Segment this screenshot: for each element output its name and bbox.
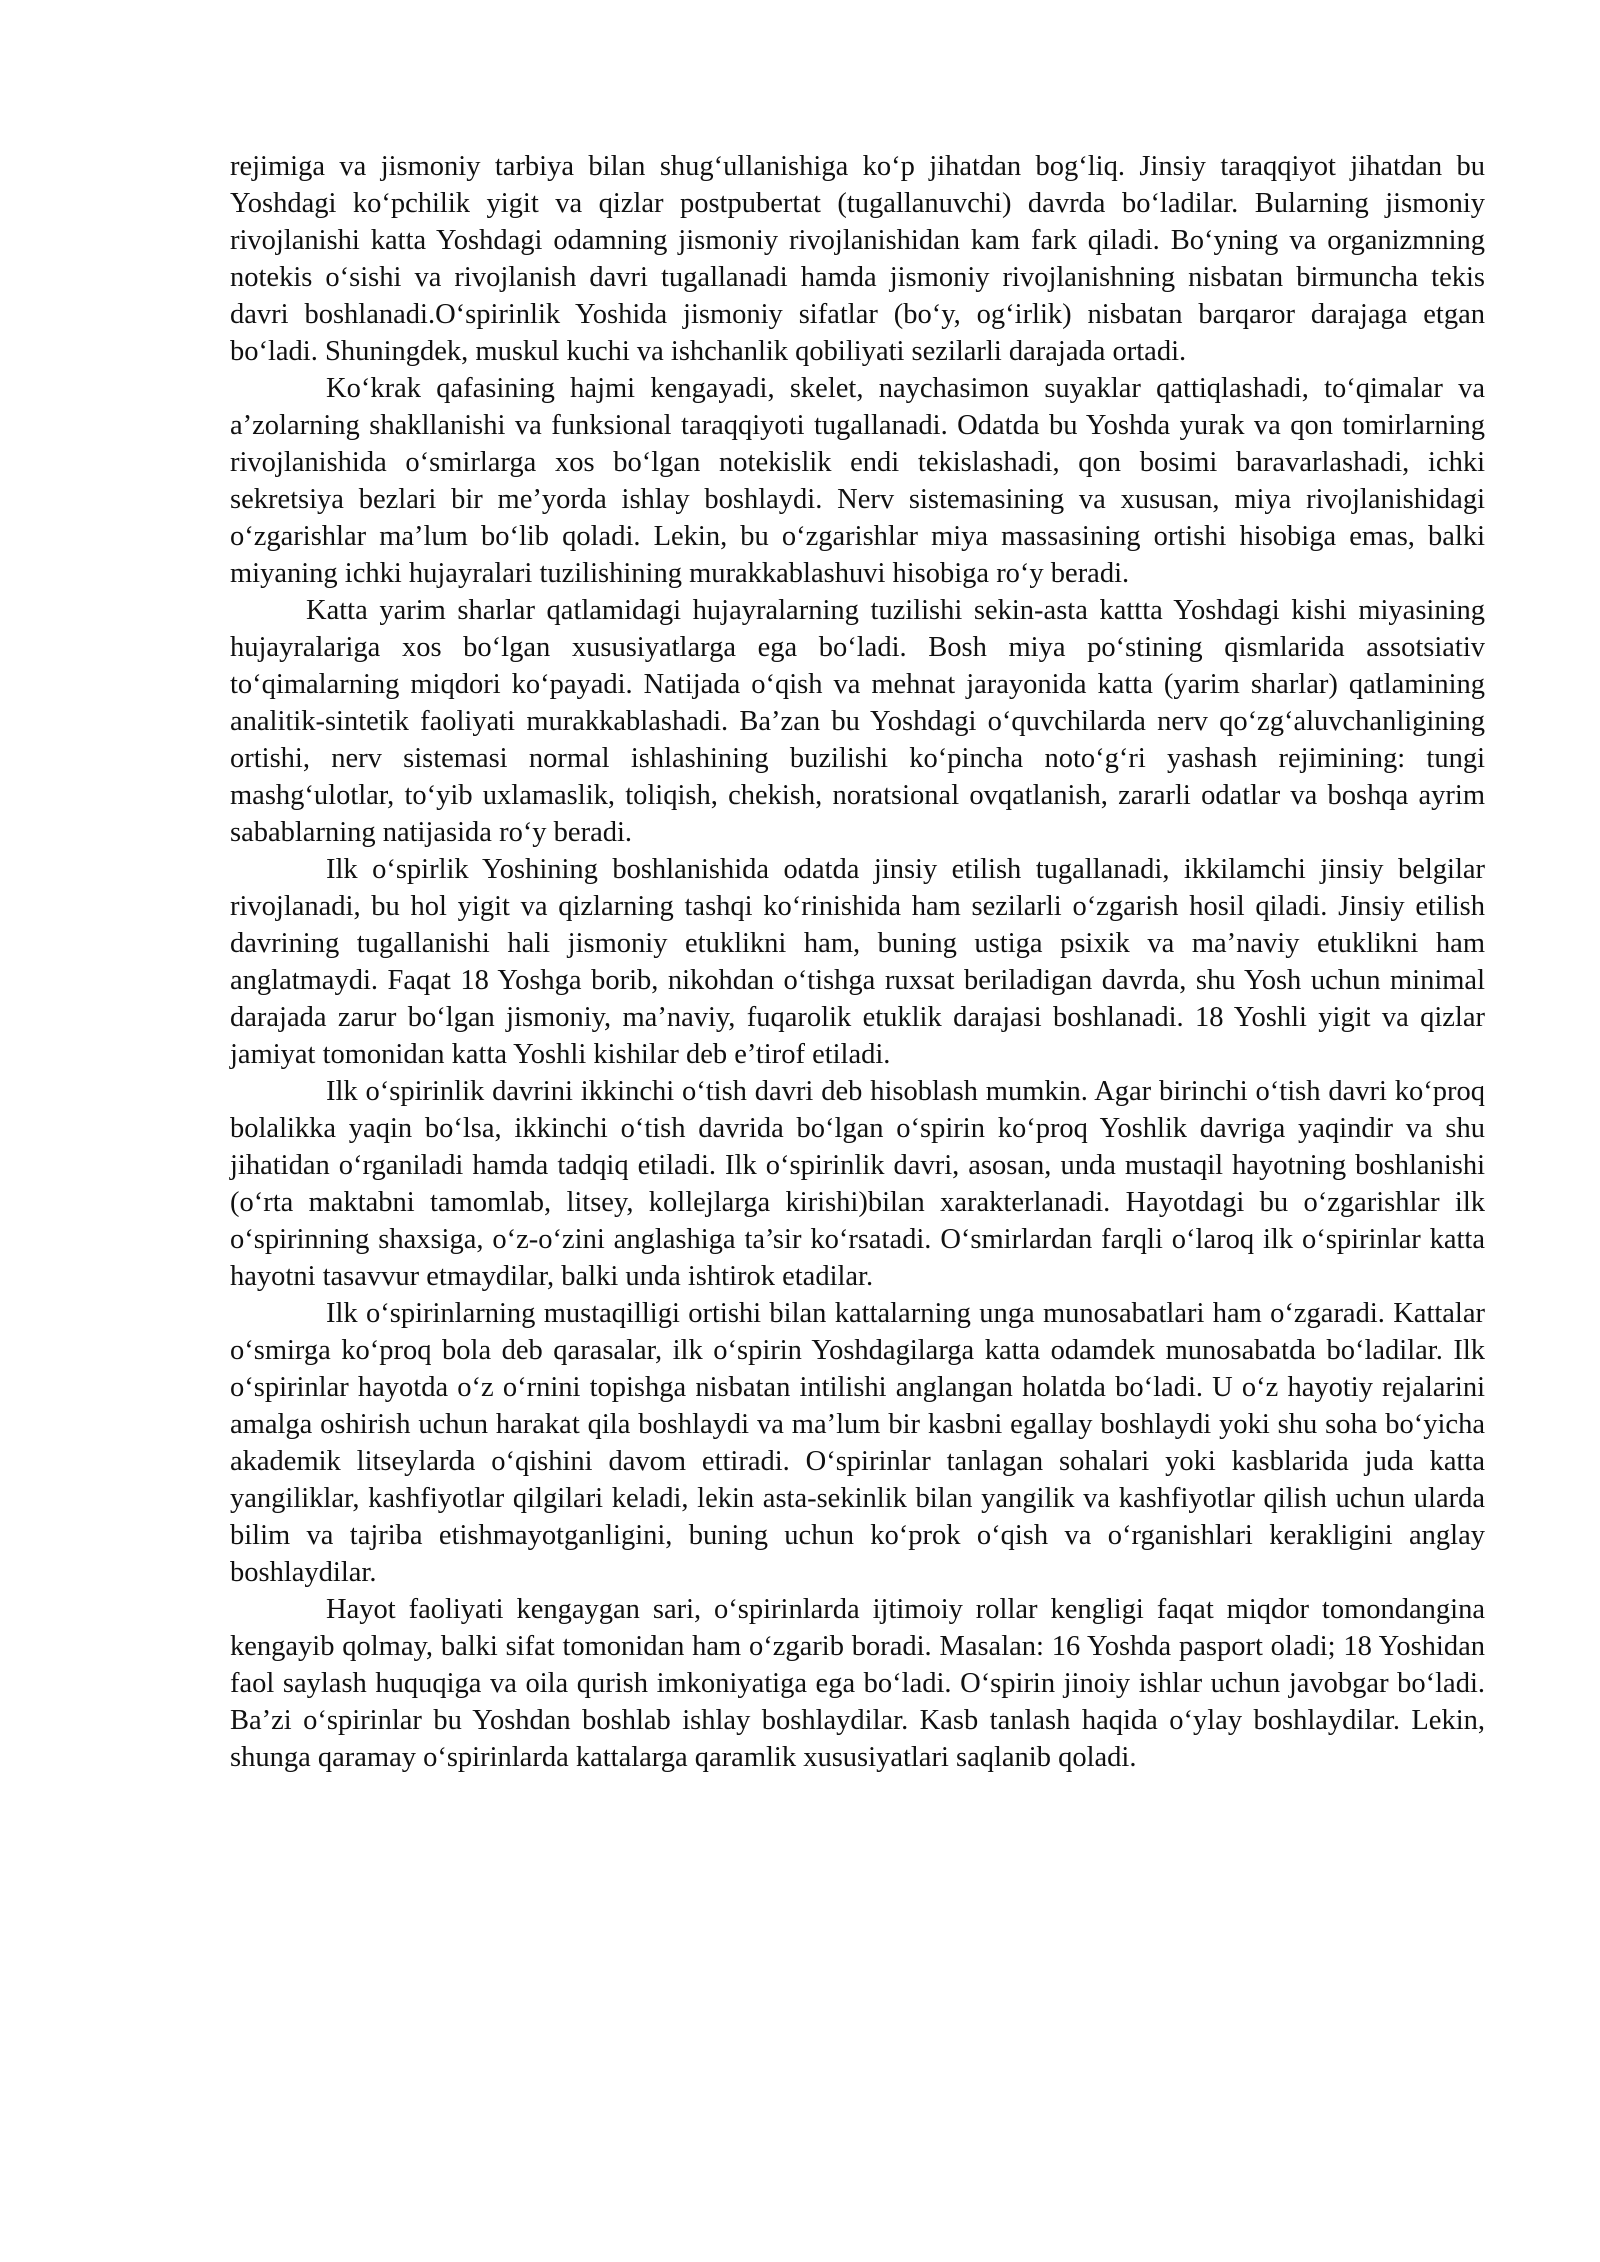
paragraph: Ilk o‘spirinlik davrini ikkinchi o‘tish davri deb hisoblash mumkin. Agar birinchi o‘tish davri ko‘proq bolalikka yaqin bo‘lsa, ikkinchi o‘tish davrida bo‘lgan o‘spirin ko‘proq Yoshlik davriga yaqindir va shu jihatidan o‘rganiladi hamda tadqiq etiladi. Ilk o‘spirinlik davri, asosan, unda mustaqil hayotning boshlanishi (o‘rta maktabni tamomlab, litsey, kollejlarga kirishi)bilan xarakterlanadi. Hayotdagi bu o‘zgarishlar ilk o‘spirinning shaxsiga, o‘z-o‘zini anglashiga ta’sir ko‘rsatadi. O‘smirlardan farqli o‘laroq ilk o‘spirinlar katta hayotni tasavvur etmaydilar, balki unda ishtirok etadilar. [230, 1076, 1485, 1292]
paragraph: Ko‘krak qafasining hajmi kengayadi, skelet, naychasimon suyaklar qattiqlashadi, to‘qimalar va a’zolarning shakllanishi va funksional taraqqiyoti tugallanadi. Odatda bu Yoshda yurak va qon tomirlarning rivojlanishida o‘smirlarga xos bo‘lgan notekislik endi tekislashadi, qon bosimi baravarlashadi, ichki sekretsiya bezlari bir me’yorda ishlay boshlaydi. Nerv sistemasining va xususan, miya rivojlanishidagi o‘zgarishlar ma’lum bo‘lib qoladi. Lekin, bu o‘zgarishlar miya massasining ortishi hisobiga emas, balki miyaning ichki hujayralari tuzilishining murakkablashuvi hisobiga ro‘y beradi. [230, 373, 1485, 589]
document-page [230, 148, 1485, 1776]
paragraph: Katta yarim sharlar qatlamidagi hujayralarning tuzilishi sekin-asta kattta Yoshdagi kishi miyasining hujayralariga xos bo‘lgan xususiyatlarga ega bo‘ladi. Bosh miya po‘stining qismlarida assotsiativ to‘qimalarning miqdori ko‘payadi. Natijada o‘qish va mehnat jarayonida katta (yarim sharlar) qatlamining analitik-sintetik faoliyati murakkablashadi. Ba’zan bu Yoshdagi o‘quvchilarda nerv qo‘zg‘aluvchanligining ortishi, nerv sistemasi normal ishlashining buzilishi ko‘pincha noto‘g‘ri yashash rejimining: tungi mashg‘ulotlar, to‘yib uxlamaslik, toliqish, chekish, noratsional ovqatlanish, zararli odatlar va boshqa ayrim sabablarning natijasida ro‘y beradi. [230, 595, 1485, 848]
paragraph: Ilk o‘spirinlarning mustaqilligi ortishi bilan kattalarning unga munosabatlari ham o‘zgaradi. Kattalar o‘smirga ko‘proq bola deb qarasalar, ilk o‘spirin Yoshdagilarga katta odamdek munosabatda bo‘ladilar. Ilk o‘spirinlar hayotda o‘z o‘rnini topishga nisbatan intilishi anglangan holatda bo‘ladi. U o‘z hayotiy rejalarini amalga oshirish uchun harakat qila boshlaydi va ma’lum bir kasbni egallay boshlaydi yoki shu soha bo‘yicha akademik litseylarda o‘qishini davom ettiradi. O‘spirinlar tanlagan sohalari yoki kasblarida juda katta yangiliklar, kashfiyotlar qilgilari keladi, lekin asta-sekinlik bilan yangilik va kashfiyotlar qilish uchun ularda bilim va tajriba etishmayotganligini, buning uchun ko‘prok o‘qish va o‘rganishlari kerakligini anglay boshlaydilar. [230, 1298, 1485, 1588]
paragraph: Ilk o‘spirlik Yoshining boshlanishida odatda jinsiy etilish tugallanadi, ikkilamchi jinsiy belgilar rivojlanadi, bu hol yigit va qizlarning tashqi ko‘rinishida ham sezilarli o‘zgarish hosil qiladi. Jinsiy etilish davrining tugallanishi hali jismoniy etuklikni ham, buning ustiga psixik va ma’naviy etuklikni ham anglatmaydi. Faqat 18 Yoshga borib, nikohdan o‘tishga ruxsat beriladigan davrda, shu Yosh uchun minimal darajada zarur bo‘lgan jismoniy, ma’naviy, fuqarolik etuklik darajasi boshlanadi. 18 Yoshli yigit va qizlar jamiyat tomonidan katta Yoshli kishilar deb e’tirof etiladi. [230, 854, 1485, 1070]
paragraph: rejimiga va jismoniy tarbiya bilan shug‘ullanishiga ko‘p jihatdan bog‘liq. Jinsiy taraqqiyot jihatdan bu Yoshdagi ko‘pchilik yigit va qizlar postpubertat (tugallanuvchi) davrda bo‘ladilar. Bularning jismoniy rivojlanishi katta Yoshdagi odamning jismoniy rivojlanishidan kam fark qiladi. Bo‘yning va organizmning notekis o‘sishi va rivojlanish davri tugallanadi hamda jismoniy rivojlanishning nisbatan birmuncha tekis davri boshlanadi.O‘spirinlik Yoshida jismoniy sifatlar (bo‘y, og‘irlik) nisbatan barqaror darajaga etgan bo‘ladi. Shuningdek, muskul kuchi va ishchanlik qobiliyati sezilarli darajada ortadi. [230, 151, 1485, 367]
paragraph: Hayot faoliyati kengaygan sari, o‘spirinlarda ijtimoiy rollar kengligi faqat miqdor tomondangina kengayib qolmay, balki sifat tomonidan ham o‘zgarib boradi. Masalan: 16 Yoshda pasport oladi; 18 Yoshidan faol saylash huquqiga va oila qurish imkoniyatiga ega bo‘ladi. O‘spirin jinoiy ishlar uchun javobgar bo‘ladi. Ba’zi o‘spirinlar bu Yoshdan boshlab ishlay boshlaydilar. Kasb tanlash haqida o‘ylay boshlaydilar. Lekin, shunga qaramay o‘spirinlarda kattalarga qaramlik xususiyatlari saqlanib qoladi. [230, 1594, 1485, 1773]
